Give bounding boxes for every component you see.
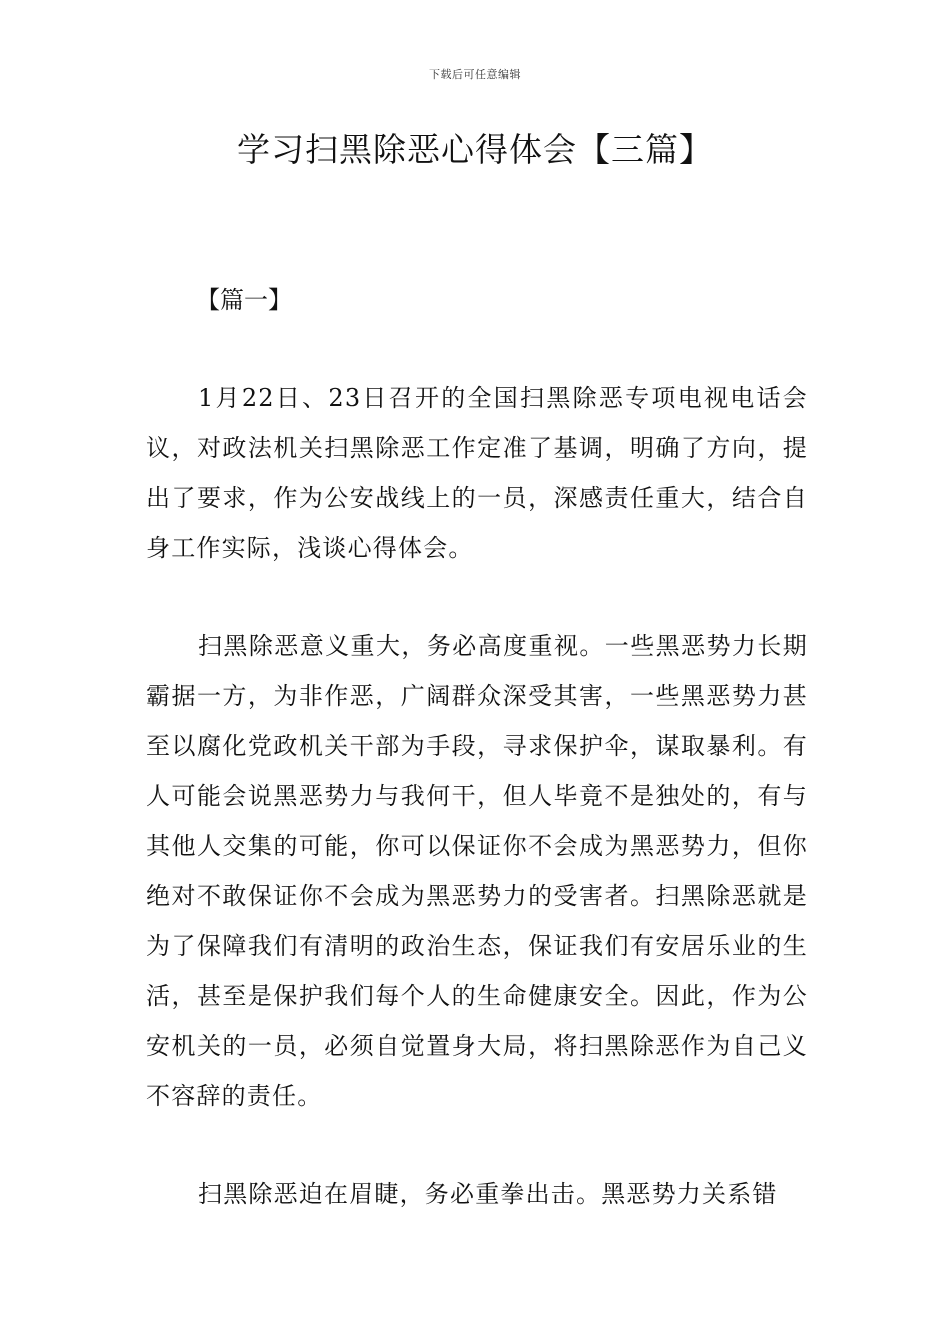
section-heading: 【篇一】 <box>196 286 292 314</box>
paragraph-3: 扫黑除恶迫在眉睫，务必重拳出击。黑恶势力关系错 <box>198 1180 778 1208</box>
paragraph-1: 1月22日、23日召开的全国扫黑除恶专项电视电话会议，对政法机关扫黑除恶工作定准了基调，明确了方向，提出了要求，作为公安战线上的一员，深感责任重大，结合自身工作实际，浅谈心得体会。 <box>146 384 808 562</box>
header-note: 下载后可任意编辑 <box>429 68 521 81</box>
document-title: 学习扫黑除恶心得体会【三篇】 <box>237 130 713 169</box>
paragraph-2: 扫黑除恶意义重大，务必高度重视。一些黑恶势力长期霸据一方，为非作恶，广阔群众深受其害，一些黑恶势力甚至以腐化党政机关干部为手段，寻求保护伞，谋取暴利。有人可能会说黑恶势力与我何干，但人毕竟不是独处的，有与其他人交集的可能，你可以保证你不会成为黑恶势力，但你绝对不敢保证你不会成为黑恶势力的受害者。扫黑除恶就是为了保障我们有清明的政治生态，保证我们有安居乐业的生活，甚至是保护我们每个人的生命健康安全。因此，作为公安机关的一员，必须自觉置身大局，将扫黑除恶作为自己义不容辞的责任。 <box>146 632 808 1110</box>
